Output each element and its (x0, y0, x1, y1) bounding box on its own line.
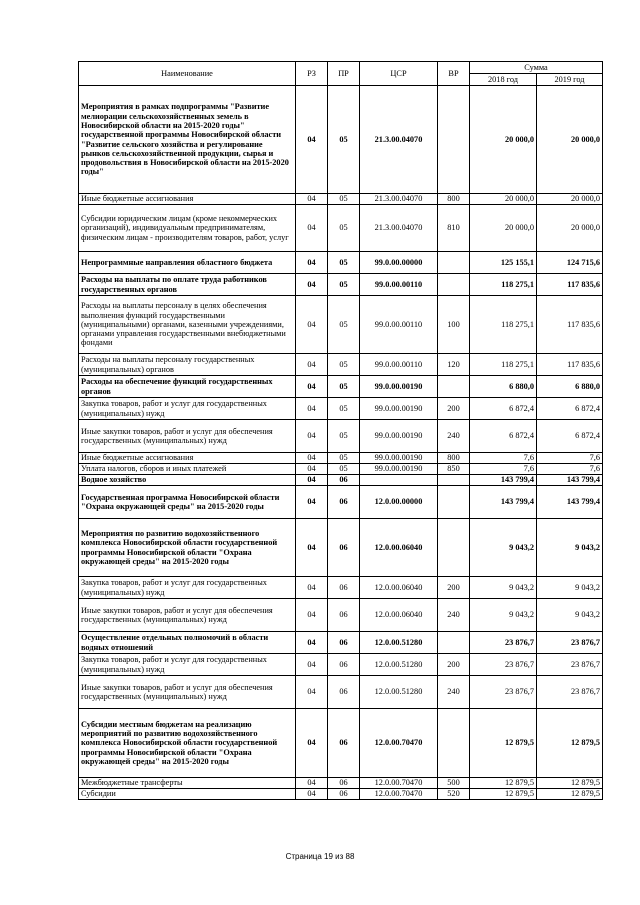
cell-name: Расходы на выплаты по оплате труда работников государственных органов (79, 274, 296, 296)
cell-sum-2019: 6 872,4 (537, 420, 603, 453)
cell-csr: 12.0.00.51280 (360, 676, 438, 709)
table-row (79, 205, 603, 252)
cell-pr: 05 (328, 274, 360, 296)
cell-vr: 800 (438, 453, 470, 464)
cell-name: Межбюджетные трансферты (79, 778, 296, 789)
cell-name: Государственная программа Новосибирской области "Охрана окружающей среды" на 2015-2020 годы (79, 486, 296, 519)
cell-csr: 99.0.00.00190 (360, 453, 438, 464)
cell-sum-2018: 23 876,7 (470, 676, 537, 709)
header-rz: РЗ (296, 62, 328, 86)
cell-sum-2019: 20 000,0 (537, 194, 603, 205)
table-row (79, 475, 603, 486)
cell-vr (438, 709, 470, 778)
cell-sum-2019: 9 043,2 (537, 519, 603, 577)
table-row (79, 486, 603, 519)
cell-rz: 04 (296, 709, 328, 778)
cell-sum-2019: 6 872,4 (537, 398, 603, 420)
cell-vr: 850 (438, 464, 470, 475)
cell-name: Иные закупки товаров, работ и услуг для обеспечения государственных (муниципальных) нужд (79, 676, 296, 709)
table-row (79, 789, 603, 800)
cell-name: Закупка товаров, работ и услуг для государственных (муниципальных) нужд (79, 398, 296, 420)
page-number: Страница 19 из 88 (285, 852, 355, 861)
cell-rz: 04 (296, 464, 328, 475)
cell-pr: 06 (328, 577, 360, 599)
cell-name: Мероприятия по развитию водохозяйственного комплекса Новосибирской области государственной программы Новосибирской области "Охрана окружающей среды" на 2015-2020 годы (79, 519, 296, 577)
cell-name: Мероприятия в рамках подпрограммы "Развитие мелиорации сельскохозяйственных земель в Новосибирской области на 2015-2020 годы" государственной программы Новосибирской области "Развитие сельского хозяйства и регулирование рынков сельскохозяйственной продукции, сырья и продовольствия в Новосибирской области на 2015-2020 годы" (79, 86, 296, 194)
cell-sum-2018: 9 043,2 (470, 519, 537, 577)
cell-rz: 04 (296, 86, 328, 194)
cell-vr (438, 475, 470, 486)
header-year-2019: 2019 год (537, 74, 603, 86)
cell-sum-2019: 117 835,6 (537, 354, 603, 376)
cell-sum-2018: 9 043,2 (470, 577, 537, 599)
cell-vr: 100 (438, 296, 470, 354)
cell-name: Водное хозяйство (79, 475, 296, 486)
table-row (79, 453, 603, 464)
cell-sum-2019: 23 876,7 (537, 632, 603, 654)
cell-sum-2019: 9 043,2 (537, 577, 603, 599)
table-row (79, 398, 603, 420)
cell-csr: 99.0.00.00190 (360, 398, 438, 420)
cell-vr (438, 274, 470, 296)
cell-rz: 04 (296, 194, 328, 205)
cell-pr: 06 (328, 486, 360, 519)
cell-name: Закупка товаров, работ и услуг для государственных (муниципальных) нужд (79, 654, 296, 676)
cell-pr: 05 (328, 252, 360, 274)
cell-pr: 05 (328, 86, 360, 194)
cell-sum-2019: 20 000,0 (537, 205, 603, 252)
cell-vr (438, 486, 470, 519)
cell-csr: 99.0.00.00110 (360, 296, 438, 354)
cell-rz: 04 (296, 453, 328, 464)
cell-vr: 200 (438, 398, 470, 420)
cell-sum-2019: 143 799,4 (537, 475, 603, 486)
cell-pr: 05 (328, 453, 360, 464)
cell-pr: 05 (328, 376, 360, 398)
cell-pr: 05 (328, 398, 360, 420)
cell-sum-2018: 20 000,0 (470, 194, 537, 205)
cell-csr: 99.0.00.00110 (360, 354, 438, 376)
cell-sum-2018: 6 872,4 (470, 420, 537, 453)
cell-sum-2019: 12 879,5 (537, 709, 603, 778)
cell-rz: 04 (296, 475, 328, 486)
cell-sum-2018: 143 799,4 (470, 475, 537, 486)
cell-rz: 04 (296, 577, 328, 599)
table-row (79, 464, 603, 475)
cell-sum-2018: 125 155,1 (470, 252, 537, 274)
table-row (79, 577, 603, 599)
cell-csr: 12.0.00.70470 (360, 778, 438, 789)
cell-csr: 21.3.00.04070 (360, 205, 438, 252)
cell-name: Расходы на выплаты персоналу в целях обеспечения выполнения функций государственными (муниципальными) органами, казенными учреждениями, органами управления государственными внебюджетными фондами (79, 296, 296, 354)
cell-csr: 21.3.00.04070 (360, 86, 438, 194)
cell-vr (438, 376, 470, 398)
header-row-top (79, 62, 603, 74)
cell-vr: 500 (438, 778, 470, 789)
table-row (79, 632, 603, 654)
table-row (79, 654, 603, 676)
cell-name: Иные бюджетные ассигнования (79, 194, 296, 205)
table-row (79, 274, 603, 296)
cell-csr: 12.0.00.00000 (360, 486, 438, 519)
header-vr: ВР (438, 62, 470, 86)
table-row (79, 676, 603, 709)
cell-csr: 99.0.00.00190 (360, 464, 438, 475)
cell-vr: 520 (438, 789, 470, 800)
cell-sum-2019: 117 835,6 (537, 296, 603, 354)
cell-sum-2018: 12 879,5 (470, 778, 537, 789)
cell-name: Субсидии (79, 789, 296, 800)
table-row (79, 252, 603, 274)
cell-sum-2018: 20 000,0 (470, 205, 537, 252)
cell-rz: 04 (296, 376, 328, 398)
cell-sum-2019: 143 799,4 (537, 486, 603, 519)
table-row (79, 778, 603, 789)
cell-rz: 04 (296, 354, 328, 376)
cell-sum-2018: 7,6 (470, 453, 537, 464)
cell-pr: 06 (328, 599, 360, 632)
cell-vr: 240 (438, 676, 470, 709)
cell-pr: 06 (328, 709, 360, 778)
cell-pr: 05 (328, 194, 360, 205)
table-row (79, 709, 603, 778)
table-row (79, 420, 603, 453)
cell-name: Расходы на выплаты персоналу государственных (муниципальных) органов (79, 354, 296, 376)
cell-pr: 05 (328, 420, 360, 453)
cell-sum-2019: 20 000,0 (537, 86, 603, 194)
cell-sum-2019: 7,6 (537, 453, 603, 464)
cell-sum-2019: 7,6 (537, 464, 603, 475)
cell-sum-2018: 23 876,7 (470, 654, 537, 676)
cell-vr (438, 252, 470, 274)
cell-sum-2018: 23 876,7 (470, 632, 537, 654)
cell-sum-2019: 9 043,2 (537, 599, 603, 632)
cell-sum-2018: 118 275,1 (470, 296, 537, 354)
table-row (79, 194, 603, 205)
cell-rz: 04 (296, 778, 328, 789)
cell-csr: 99.0.00.00110 (360, 274, 438, 296)
cell-sum-2018: 20 000,0 (470, 86, 537, 194)
cell-vr (438, 632, 470, 654)
cell-name: Субсидии юридическим лицам (кроме некоммерческих организаций), индивидуальным предпринимателям, физическим лицам - производителям товаров, работ, услуг (79, 205, 296, 252)
cell-sum-2018: 7,6 (470, 464, 537, 475)
header-year-2018: 2018 год (470, 74, 537, 86)
header-csr: ЦСР (360, 62, 438, 86)
cell-csr: 12.0.00.51280 (360, 632, 438, 654)
cell-vr: 240 (438, 599, 470, 632)
cell-rz: 04 (296, 676, 328, 709)
cell-pr: 05 (328, 296, 360, 354)
table-row (79, 354, 603, 376)
cell-sum-2019: 124 715,6 (537, 252, 603, 274)
cell-sum-2019: 117 835,6 (537, 274, 603, 296)
cell-rz: 04 (296, 398, 328, 420)
cell-name: Закупка товаров, работ и услуг для государственных (муниципальных) нужд (79, 577, 296, 599)
table-row (79, 519, 603, 577)
cell-pr: 06 (328, 632, 360, 654)
cell-sum-2018: 6 872,4 (470, 398, 537, 420)
cell-name: Расходы на обеспечение функций государственных органов (79, 376, 296, 398)
cell-rz: 04 (296, 654, 328, 676)
cell-rz: 04 (296, 789, 328, 800)
cell-name: Иные закупки товаров, работ и услуг для обеспечения государственных (муниципальных) нужд (79, 599, 296, 632)
cell-sum-2018: 12 879,5 (470, 709, 537, 778)
cell-csr: 12.0.00.70470 (360, 709, 438, 778)
cell-vr: 810 (438, 205, 470, 252)
cell-sum-2018: 12 879,5 (470, 789, 537, 800)
cell-name: Осуществление отдельных полномочий в области водных отношений (79, 632, 296, 654)
cell-pr: 06 (328, 778, 360, 789)
budget-table (78, 61, 603, 800)
cell-vr: 120 (438, 354, 470, 376)
cell-name: Иные бюджетные ассигнования (79, 453, 296, 464)
cell-rz: 04 (296, 274, 328, 296)
cell-name: Субсидии местным бюджетам на реализацию мероприятий по развитию водохозяйственного комплекса Новосибирской области государственной программы Новосибирской области "Охрана окружающей среды" на 2015-2020 годы (79, 709, 296, 778)
cell-sum-2019: 12 879,5 (537, 778, 603, 789)
cell-sum-2018: 9 043,2 (470, 599, 537, 632)
cell-rz: 04 (296, 632, 328, 654)
cell-rz: 04 (296, 296, 328, 354)
cell-vr: 800 (438, 194, 470, 205)
cell-csr: 12.0.00.06040 (360, 599, 438, 632)
cell-csr: 21.3.00.04070 (360, 194, 438, 205)
cell-csr: 12.0.00.06040 (360, 519, 438, 577)
cell-csr: 99.0.00.00000 (360, 252, 438, 274)
cell-vr (438, 86, 470, 194)
cell-csr: 99.0.00.00190 (360, 420, 438, 453)
cell-sum-2018: 143 799,4 (470, 486, 537, 519)
cell-sum-2018: 6 880,0 (470, 376, 537, 398)
cell-vr: 200 (438, 577, 470, 599)
table-row (79, 296, 603, 354)
cell-pr: 06 (328, 789, 360, 800)
cell-vr: 200 (438, 654, 470, 676)
cell-rz: 04 (296, 205, 328, 252)
table-body (79, 86, 603, 800)
cell-pr: 06 (328, 519, 360, 577)
cell-sum-2019: 23 876,7 (537, 654, 603, 676)
cell-name: Уплата налогов, сборов и иных платежей (79, 464, 296, 475)
cell-vr: 240 (438, 420, 470, 453)
cell-sum-2018: 118 275,1 (470, 354, 537, 376)
cell-csr (360, 475, 438, 486)
cell-name: Иные закупки товаров, работ и услуг для обеспечения государственных (муниципальных) нужд (79, 420, 296, 453)
cell-pr: 05 (328, 205, 360, 252)
cell-csr: 99.0.00.00190 (360, 376, 438, 398)
cell-pr: 05 (328, 464, 360, 475)
cell-rz: 04 (296, 519, 328, 577)
cell-csr: 12.0.00.06040 (360, 577, 438, 599)
cell-name: Непрограммные направления областного бюджета (79, 252, 296, 274)
cell-sum-2018: 118 275,1 (470, 274, 537, 296)
cell-sum-2019: 6 880,0 (537, 376, 603, 398)
table-row (79, 86, 603, 194)
table-row (79, 599, 603, 632)
cell-pr: 05 (328, 354, 360, 376)
cell-csr: 12.0.00.51280 (360, 654, 438, 676)
cell-csr: 12.0.00.70470 (360, 789, 438, 800)
cell-pr: 06 (328, 676, 360, 709)
cell-sum-2019: 23 876,7 (537, 676, 603, 709)
cell-pr: 06 (328, 654, 360, 676)
cell-rz: 04 (296, 252, 328, 274)
table-row (79, 376, 603, 398)
header-sum: Сумма (470, 62, 603, 74)
cell-rz: 04 (296, 599, 328, 632)
cell-rz: 04 (296, 486, 328, 519)
cell-pr: 06 (328, 475, 360, 486)
cell-rz: 04 (296, 420, 328, 453)
header-name: Наименование (79, 62, 296, 86)
cell-sum-2019: 12 879,5 (537, 789, 603, 800)
cell-vr (438, 519, 470, 577)
header-pr: ПР (328, 62, 360, 86)
